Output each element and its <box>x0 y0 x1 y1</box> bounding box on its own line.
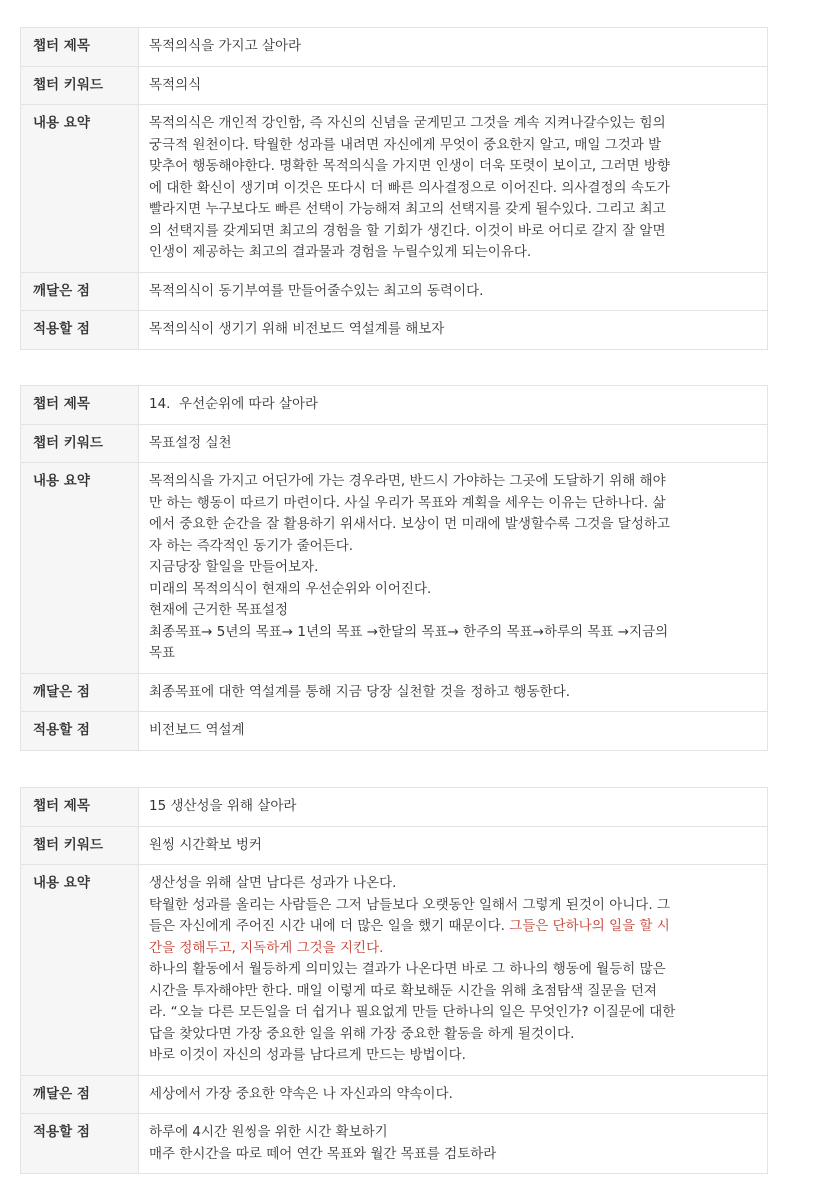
summary-line: 의 선택지를 갖게되면 최고의 경험을 할 기회가 생긴다. 이것이 바로 어디로 갈지 잘 알면 <box>149 222 666 239</box>
chapter-keyword-value: 원씽 시간확보 벙커 <box>139 826 768 865</box>
summary-line: 탁월한 성과를 올리는 사람들은 그저 남들보다 오랫동안 일해서 그렇게 된것이 아니다. 그 <box>149 896 670 913</box>
apply-label: 적용할 점 <box>21 1114 139 1174</box>
summary-label: 내용 요약 <box>21 105 139 273</box>
summary-value <box>139 865 768 1076</box>
chapter-table-3 <box>20 787 768 1174</box>
summary-line: 빨라지면 누구보다도 빠른 선택이 가능해져 최고의 선택지를 갖게 될수있다. 그리고 최고 <box>149 201 666 217</box>
chapter-title-value: 14. 우선순위에 따라 살아라 <box>139 386 768 425</box>
chapter-keyword-label: 챕터 키워드 <box>21 66 139 105</box>
summary-label: 내용 요약 <box>21 463 139 674</box>
chapter-title-label: 챕터 제목 <box>21 28 139 67</box>
chapter-title-row <box>21 28 768 67</box>
highlighted-text: 간을 정해두고, 지독하게 그것을 지킨다. <box>149 939 384 956</box>
summary-line: 목표 <box>149 645 176 661</box>
summary-line: 라. “오늘 다른 모든일을 더 쉽거나 필요없게 만들 단하나의 일은 무엇인가? 이질문에 대한 <box>149 1004 676 1020</box>
chapter-keyword-row <box>21 66 768 105</box>
summary-value <box>139 463 768 674</box>
summary-line: 목적의식은 개인적 강인함, 즉 자신의 신념을 굳게믿고 그것을 계속 지켜나갈수있는 힘의 <box>149 115 666 131</box>
summary-line: 목적의식을 가지고 어딘가에 가는 경우라면, 반드시 가야하는 그곳에 도달하기 위해 해야 <box>149 473 666 489</box>
apply-label: 적용할 점 <box>21 712 139 751</box>
summary-row <box>21 105 768 273</box>
apply-value <box>139 1114 768 1174</box>
summary-line: 인생이 제공하는 최고의 결과물과 경험을 누릴수있게 되는이유다. <box>149 244 532 260</box>
chapter-keyword-label: 챕터 키워드 <box>21 826 139 865</box>
chapter-table-1 <box>20 27 768 350</box>
summary-line: 궁극적 원천이다. 탁월한 성과를 내려면 자신에게 무엇이 중요한지 알고, 매일 그것과 발 <box>149 136 662 153</box>
summary-line: 바로 이것이 자신의 성과를 남다르게 만드는 방법이다. <box>149 1047 466 1063</box>
summary-line: 지금당장 할일을 만들어보자. <box>149 559 319 575</box>
highlighted-text: 그들은 단하나의 일을 할 시 <box>509 918 670 934</box>
summary-row <box>21 463 768 674</box>
apply-label: 적용할 점 <box>21 311 139 350</box>
summary-line: 미래의 목적의식이 현재의 우선순위와 이어진다. <box>149 580 432 597</box>
chapter-title-value: 목적의식을 가지고 살아라 <box>139 28 768 67</box>
summary-value <box>139 105 768 273</box>
summary-line <box>149 916 755 938</box>
summary-line: 현재에 근거한 목표설정 <box>149 602 288 618</box>
realization-value: 목적의식이 동기부여를 만들어줄수있는 최고의 동력이다. <box>139 272 768 311</box>
summary-line: 맞추어 행동해야한다. 명확한 목적의식을 가지면 인생이 더욱 또렷이 보이고, 그러면 방향 <box>149 158 670 174</box>
summary-line: 생산성을 위해 살면 남다른 성과가 나온다. <box>149 875 397 891</box>
apply-line: 목적의식이 생기기 위해 비전보드 역설계를 해보자 <box>149 321 445 337</box>
apply-row <box>21 712 768 751</box>
chapter-title-label: 챕터 제목 <box>21 788 139 827</box>
chapter-keyword-label: 챕터 키워드 <box>21 424 139 463</box>
realization-label: 깨달은 점 <box>21 272 139 311</box>
chapter-title-row <box>21 386 768 425</box>
realization-value: 세상에서 가장 중요한 약속은 나 자신과의 약속이다. <box>139 1075 768 1114</box>
apply-value <box>139 311 768 350</box>
realization-value: 최종목표에 대한 역설계를 통해 지금 당장 실천할 것을 정하고 행동한다. <box>139 673 768 712</box>
realization-label: 깨달은 점 <box>21 673 139 712</box>
realization-row <box>21 272 768 311</box>
chapter-keyword-row <box>21 424 768 463</box>
summary-line: 자 하는 즉각적인 동기가 줄어든다. <box>149 537 354 554</box>
realization-row <box>21 1075 768 1114</box>
chapter-keyword-value: 목적의식 <box>139 66 768 105</box>
apply-row <box>21 1114 768 1174</box>
chapter-title-value: 15 생산성을 위해 살아라 <box>139 788 768 827</box>
apply-line: 매주 한시간을 따로 떼어 연간 목표와 월간 목표를 검토하라 <box>149 1145 497 1162</box>
realization-row <box>21 673 768 712</box>
summary-label: 내용 요약 <box>21 865 139 1076</box>
summary-line: 시간을 투자해야만 한다. 매일 이렇게 따로 확보해둔 시간을 위해 초점탐색 질문을 던져 <box>149 982 657 999</box>
chapter-title-label: 챕터 제목 <box>21 386 139 425</box>
summary-line: 답을 찾았다면 가장 중요한 일을 위해 가장 중요한 활동을 하게 될것이다. <box>149 1025 575 1042</box>
summary-line: 최종목표→ 5년의 목표→ 1년의 목표 →한달의 목표→ 한주의 목표→하루의 목표 →지금의 <box>149 623 669 640</box>
apply-line: 하루에 4시간 원씽을 위한 시간 확보하기 <box>149 1124 388 1140</box>
apply-value <box>139 712 768 751</box>
summary-text: 들은 자신에게 주어진 시간 내에 더 많은 일을 했기 때문이다. <box>149 918 510 934</box>
apply-row <box>21 311 768 350</box>
chapter-title-row <box>21 788 768 827</box>
summary-line: 하나의 활동에서 월등하게 의미있는 결과가 나온다면 바로 그 하나의 행동에 월등히 많은 <box>149 961 666 977</box>
realization-label: 깨달은 점 <box>21 1075 139 1114</box>
summary-line: 에 대한 확신이 생기며 이것은 또다시 더 빠른 의사결정으로 이어진다. 의사결정의 속도가 <box>149 179 670 196</box>
chapter-keyword-row <box>21 826 768 865</box>
summary-line: 만 하는 행동이 따르기 마련이다. 사실 우리가 목표와 계획을 세우는 이유는 단하나다. 삶 <box>149 494 666 511</box>
chapter-table-2 <box>20 385 768 751</box>
summary-row <box>21 865 768 1076</box>
chapter-keyword-value: 목표설정 실천 <box>139 424 768 463</box>
summary-line: 에서 중요한 순간을 잘 활용하기 위새서다. 보상이 먼 미래에 발생할수록 그것을 달성하고 <box>149 516 670 532</box>
apply-line: 비전보드 역설계 <box>149 722 245 738</box>
